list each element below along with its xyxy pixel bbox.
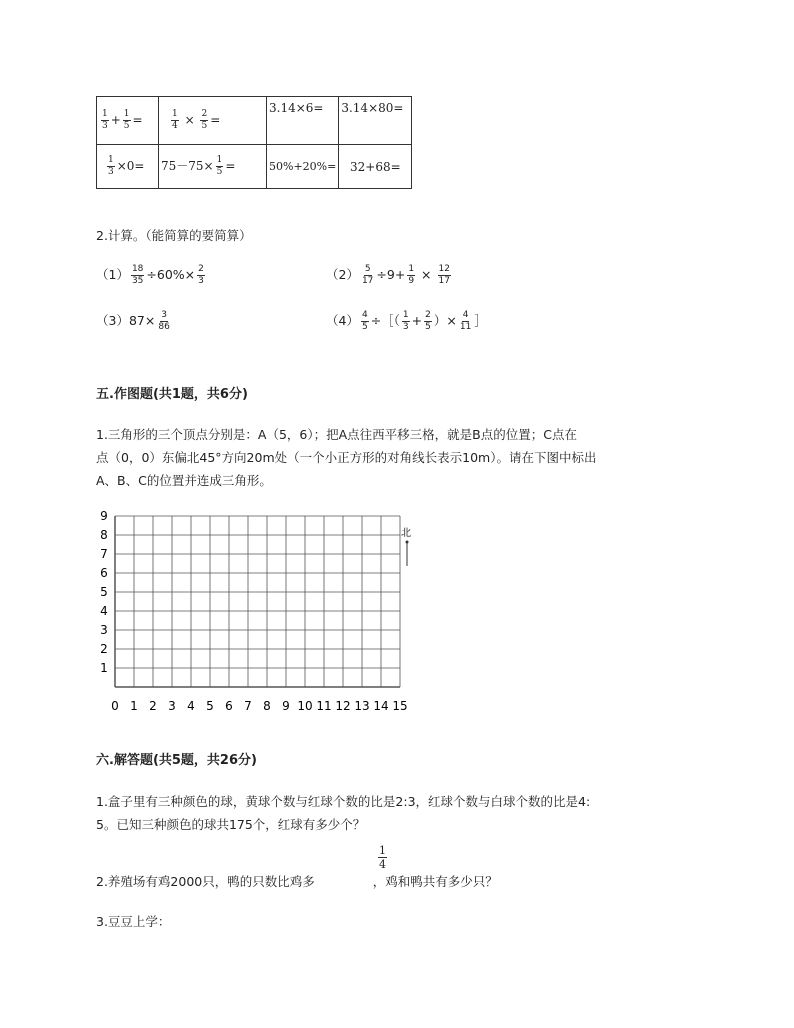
table-cell: 3.14×80= — [339, 97, 412, 145]
fraction: $\frac{4}{11}$ — [459, 310, 472, 332]
calc-problem-2: （2） $\frac{5}{17}$ ÷9+ $\frac{1}{9}$ × $\frac{12}{17}$ — [326, 264, 450, 286]
x-tick-label: 3 — [168, 699, 176, 713]
table-cell: 75－75× $\frac{1}{5}$ = — [159, 145, 267, 189]
grid-lines — [115, 516, 400, 687]
fraction: $\frac{1}{5}$ — [216, 155, 223, 177]
x-tick-label: 10 — [297, 699, 313, 713]
north-arrow-tip — [406, 541, 409, 544]
x-tick-label: 2 — [149, 699, 157, 713]
table-cell: 50%+20%= — [267, 145, 339, 189]
table-cell: 32+68= — [339, 145, 412, 189]
table-row — [97, 145, 412, 189]
y-tick-label: 7 — [100, 547, 108, 561]
section-6-q1-line1: 1.盒子里有三种颜色的球，黄球个数与红球个数的比是2:3，红球个数与白球个数的比是4: — [96, 794, 591, 809]
fraction: $\frac{1}{3}$ — [402, 310, 409, 332]
fraction: $\frac{2}{5}$ — [201, 109, 208, 131]
y-tick-label: 1 — [100, 661, 108, 675]
section-6-q2: 2.养殖场有鸡2000只，鸭的只数比鸡多 ，鸡和鸭共有多少只？ — [96, 874, 498, 889]
fraction: $\frac{1}{3}$ — [108, 155, 114, 177]
fraction: $\frac{12}{17}$ — [438, 264, 450, 286]
y-tick-label: 2 — [100, 642, 108, 656]
fraction: $\frac{2}{5}$ — [425, 310, 431, 332]
fraction: $\frac{1}{3}$ — [102, 109, 108, 131]
table-row — [97, 97, 412, 145]
fraction: $\frac{5}{17}$ — [361, 264, 374, 286]
fraction: $\frac{1}{4}$ — [172, 109, 178, 131]
y-tick-label: 4 — [100, 604, 108, 618]
x-tick-label: 13 — [354, 699, 370, 713]
x-tick-label: 11 — [316, 699, 332, 713]
section-5-q1-line2: 点（0，0）东偏北45°方向20m处（一个小正方形的对角线长表示10m）。请在下图中标出 — [96, 450, 597, 465]
x-tick-label: 4 — [187, 699, 195, 713]
fraction: $\frac{18}{35}$ — [131, 264, 144, 286]
oral-calc-table — [96, 96, 412, 189]
x-tick-label: 7 — [244, 699, 252, 713]
section-6-q1-line2: 5。已知三种颜色的球共175个，红球有多少个？ — [96, 817, 366, 832]
x-tick-label: 8 — [263, 699, 271, 713]
section-5-q1-line3: A、B、C的位置并连成三角形。 — [96, 473, 272, 488]
x-axis-labels — [111, 699, 407, 713]
section-6-title: 六.解答题(共5题，共26分) — [96, 753, 257, 768]
y-tick-label: 9 — [100, 509, 108, 523]
x-tick-label: 5 — [206, 699, 214, 713]
x-tick-label: 0 — [111, 699, 119, 713]
fraction: $\frac{4}{5}$ — [361, 310, 368, 332]
calc-problem-3: （3）87× $\frac{3}{86}$ — [96, 310, 170, 332]
calc-heading: 2.计算。（能简算的要简算） — [96, 228, 252, 243]
x-tick-label: 1 — [130, 699, 138, 713]
y-tick-label: 6 — [100, 566, 108, 580]
calc-problem-4: （4） $\frac{4}{5}$ ÷［（ $\frac{1}{3}$ + $\frac{2}{5}$ ）× $\frac{4}{11}$ ］ — [326, 310, 487, 332]
y-tick-label: 3 — [100, 623, 108, 637]
fraction: $\frac{2}{3}$ — [198, 264, 204, 286]
y-tick-label: 5 — [100, 585, 108, 599]
x-tick-label: 9 — [282, 699, 290, 713]
fraction: $\frac{1}{5}$ — [123, 109, 130, 131]
y-axis-labels — [100, 509, 108, 675]
table-cell: $\frac{1}{3}$ + $\frac{1}{5}$ = — [97, 97, 159, 145]
table-cell: $\frac{1}{4}$ × $\frac{2}{5}$ = — [159, 97, 267, 145]
x-tick-label: 12 — [335, 699, 351, 713]
section-5-q1-line1: 1.三角形的三个顶点分别是：A（5，6）；把A点往西平移三格，就是B点的位置；C点在 — [96, 427, 577, 442]
x-tick-label: 14 — [373, 699, 389, 713]
table-cell: 3.14×6= — [267, 97, 339, 145]
y-tick-label: 8 — [100, 528, 108, 542]
north-label: 北 — [401, 528, 411, 539]
section-5-title: 五.作图题(共1题，共6分) — [96, 387, 248, 402]
section-6-q2-fraction: 1 4 — [379, 844, 386, 871]
fraction: $\frac{1}{9}$ — [408, 264, 415, 286]
fraction: $\frac{3}{86}$ — [158, 310, 170, 332]
section-6-q3: 3.豆豆上学： — [96, 914, 171, 929]
calc-problem-1: （1） $\frac{18}{35}$ ÷60%× $\frac{2}{3}$ — [96, 264, 204, 286]
x-tick-label: 15 — [392, 699, 408, 713]
coordinate-grid — [98, 508, 428, 713]
x-tick-label: 6 — [225, 699, 233, 713]
table-cell: $\frac{1}{3}$ ×0= — [97, 145, 159, 189]
